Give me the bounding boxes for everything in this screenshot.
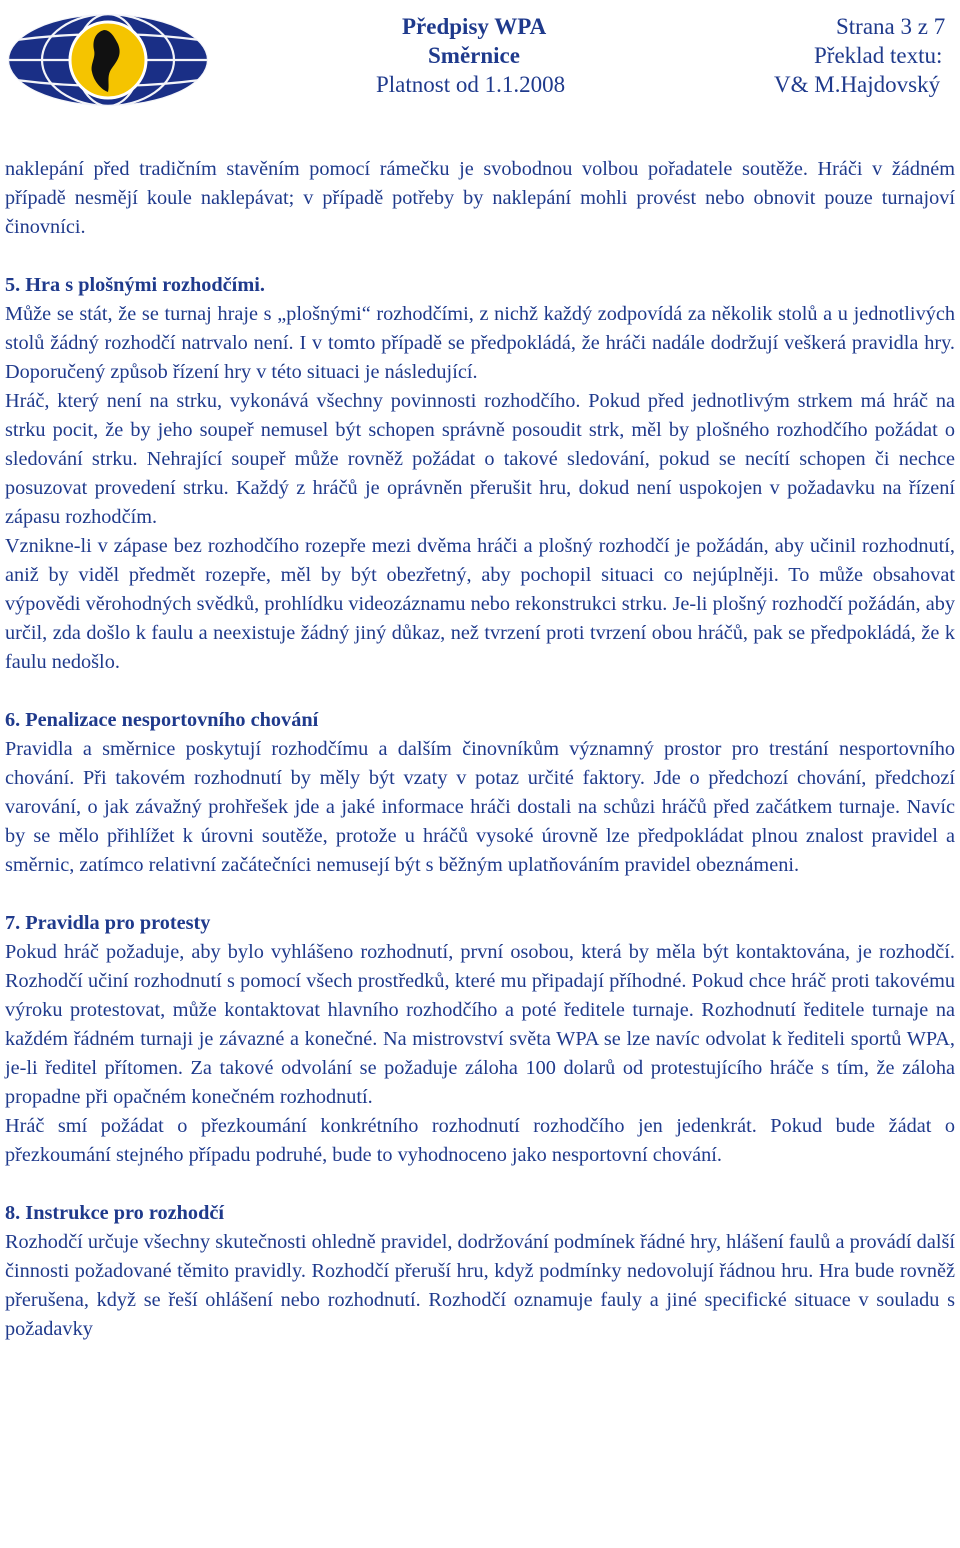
- paragraph: Hráč smí požádat o přezkoumání konkrétního rozhodnutí rozhodčího jen jedenkrát. Pokud bude žádat o přezkoumání stejného případu podruhé, bude to vyhodnoceno jako nesportovní chování.: [5, 1115, 955, 1166]
- paragraph: Může se stát, že se turnaj hraje s „plošnými“ rozhodčími, z nichž každý zodpovídá za několik stolů a u jednotlivých stolů žádný rozhodčí natrvalo není. I v tomto případě se předpokládá, že hráči nadále dodržují veškerá pravidla hry. Doporučený způsob řízení hry v této situaci je následující.: [5, 303, 955, 383]
- section-number: 7.: [5, 912, 21, 934]
- translation-label: Překlad textu:: [814, 43, 943, 68]
- document-title: Předpisy WPA: [402, 14, 547, 39]
- section-heading: [5, 1199, 955, 1228]
- section-number: 6.: [5, 709, 21, 731]
- page-number: Strana 3 z 7: [836, 14, 946, 39]
- section-title: Pravidla pro protesty: [25, 912, 211, 934]
- document-body: [5, 155, 955, 1344]
- paragraph: Pokud hráč požaduje, aby bylo vyhlášeno rozhodnutí, první osobou, která by měla být kontaktována, je rozhodčí. Rozhodčí učiní rozhodnutí s pomocí všech prostředků, které mu připadají příhodné. Pokud chce hráč proti takovému výroku protestovat, může kontaktovat hlavního rozhodčího a poté ředitele turnaje. Rozhodnutí ředitele turnaje na každém řádném turnaji je závazné a konečné. Na mistrovství světa WPA se lze navíc odvolat k řediteli sportů WPA, je-li ředitel přítomen. Za takové odvolání se požaduje záloha 100 dolarů od protestujícího hráče s tím, že záloha propadne při opačném konečném rozhodnutí.: [5, 941, 955, 1108]
- paragraph: Rozhodčí určuje všechny skutečnosti ohledně pravidel, dodržování podmínek řádné hry, hlášení faulů a provádí další činnosti požadované těmito pravidly. Rozhodčí přeruší hru, když podmínky nedovolují řádnou hru. Hra bude rovněž přerušena, když se řeší ohlášení nebo rozhodnutí. Rozhodčí oznamuje fauly a jiné specifické situace v souladu s požadavky: [5, 1231, 955, 1340]
- paragraph: Vznikne-li v zápase bez rozhodčího rozepře mezi dvěma hráči a plošný rozhodčí je požádán, aby učinil rozhodnutí, aniž by viděl předmět rozepře, měl by být obezřetný, aby pochopil situaci co nejúplněji. To může obsahovat výpovědi věrohodných svědků, prohlídku videozáznamu nebo rekonstrukci strku. Je-li plošný rozhodčí požádán, aby určil, zda došlo k faulu a neexistuje žádný jiný důkaz, než tvrzení proti tvrzení obou hráčů, pak se předpokládá, že k faulu nedošlo.: [5, 535, 955, 673]
- header-right: [774, 12, 945, 99]
- translator-name: V& M.Hajdovský: [774, 72, 941, 97]
- wpa-globe-logo-icon: [4, 6, 214, 114]
- paragraph: Hráč, který není na strku, vykonává všechny povinnosti rozhodčího. Pokud před jednotlivým strkem má hráč na strku pocit, že by jeho soupeř nemusel být schopen správně posoudit strk, měl by plošného rozhodčího požádat o sledování strku. Nehrající soupeř může rovněž požádat o takové sledování, pokud se necítí schopen či nechce posuzovat provedení strku. Každý z hráčů je oprávněn přerušit hru, dokud není uspokojen v požadavku na řízení zápasu rozhodčím.: [5, 390, 955, 528]
- section-heading: [5, 909, 955, 938]
- section-title: Penalizace nesportovního chování: [25, 709, 319, 731]
- paragraph: naklepání před tradičním stavěním pomocí rámečku je svobodnou volbou pořadatele soutěže. Hráči v žádném případě nesmějí koule naklepávat; v případě potřeby by naklepání mohli provést nebo obnovit pouze turnajoví činovníci.: [5, 158, 955, 238]
- section-heading: 5. Hra s plošnými rozhodčími.: [5, 274, 265, 296]
- validity-date: Platnost od 1.1.2008: [376, 72, 566, 97]
- header-center: [376, 12, 565, 99]
- document-subtitle: Směrnice: [428, 43, 520, 68]
- section-title: Instrukce pro rozhodčí: [25, 1202, 224, 1224]
- paragraph: Pravidla a směrnice poskytují rozhodčímu a dalším činovníkům významný prostor pro trestání nesportovního chování. Při takovém rozhodnutí by měly být vzaty v potaz určité faktory. Jde o předchozí chování, předchozí varování, o jak závažný prohřešek jde a jaké informace hráči dostali na schůzi hráčů před začátkem turnaje. Navíc by se mělo přihlížet k úrovni soutěže, protože u hráčů vysoké úrovně lze předpokládat plnou znalost pravidel a směrnic, zatímco relativní začátečníci nemusejí být s běžným uplatňováním pravidel obeznámeni.: [5, 738, 955, 876]
- section-number: 8.: [5, 1202, 21, 1224]
- section-heading: [5, 706, 955, 735]
